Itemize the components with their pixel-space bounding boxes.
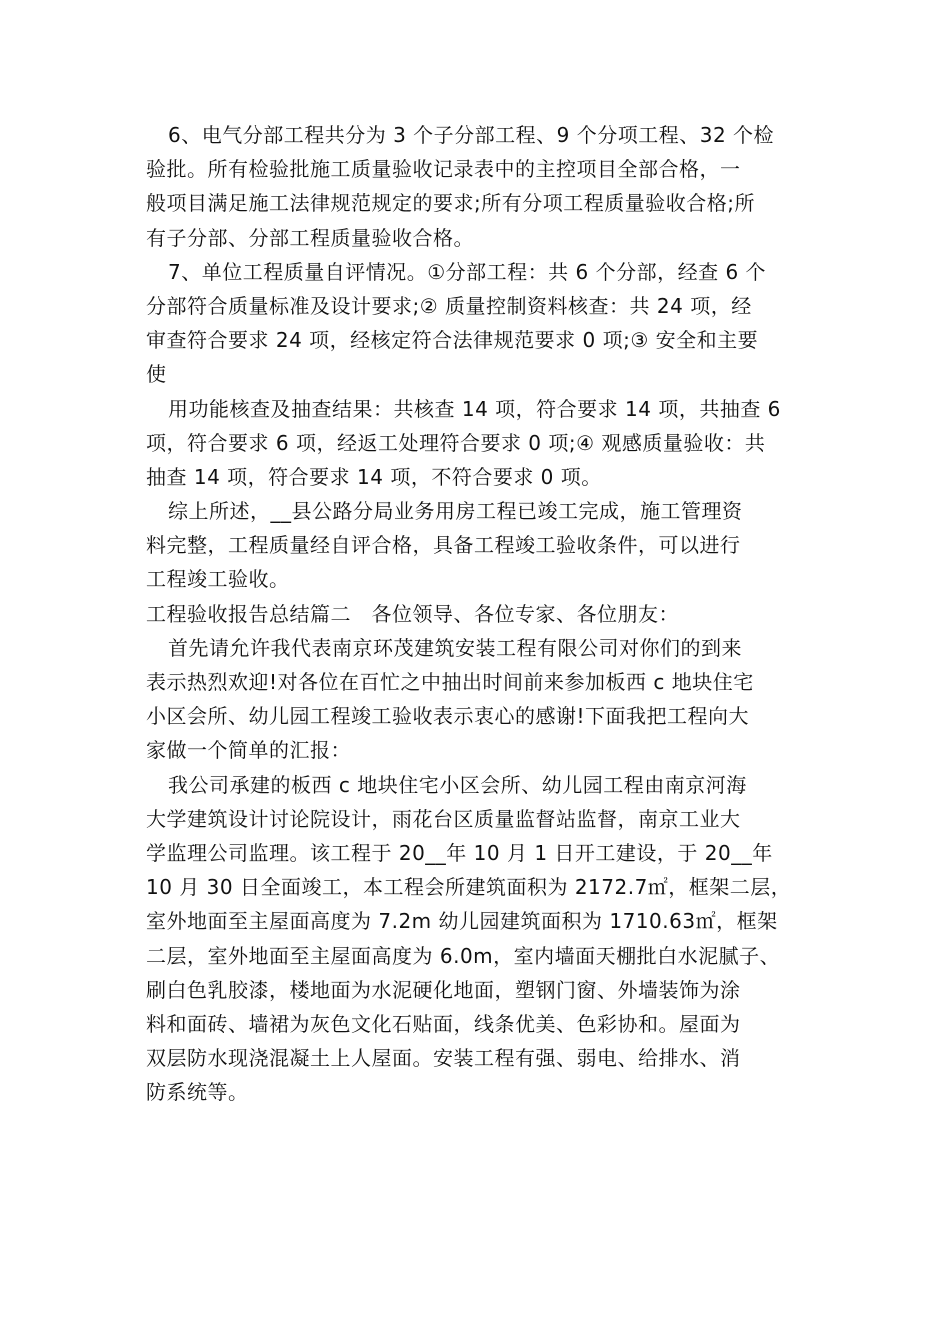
text-line: 用功能核查及抽查结果：共核查 14 项，符合要求 14 项，共抽查 6 [168, 396, 781, 421]
text-line: 学监理公司监理。该工程于 20__年 10 月 1 日开工建设，于 20__年 [146, 840, 773, 865]
text-line: 料和面砖、墙裙为灰色文化石贴面，线条优美、色彩协和。屋面为 [146, 1011, 741, 1036]
text-line: 小区会所、幼儿园工程竣工验收表示衷心的感谢!下面我把工程向大 [146, 704, 750, 729]
text-line: 工程竣工验收。 [146, 567, 290, 592]
text-line: 6、电气分部工程共分为 3 个子分部工程、9 个分项工程、32 个检 [168, 123, 775, 147]
text-line: 10 月 30 日全面竣工，本工程会所建筑面积为 2172.7㎡，框架二层， [146, 875, 792, 900]
text-line: 验批。所有检验批施工质量验收记录表中的主控项目全部合格，一 [146, 157, 741, 182]
text-line: 综上所述，__县公路分局业务用房工程已竣工完成，施工管理资 [168, 499, 743, 524]
section-heading: 工程验收报告总结篇二 各位领导、各位专家、各位朋友： [146, 601, 679, 626]
text-line: 防系统等。 [146, 1080, 249, 1105]
text-line: 使 [146, 362, 167, 387]
text-line: 家做一个简单的汇报： [146, 738, 351, 763]
text-line: 审查符合要求 24 项，经核定符合法律规范要求 0 项;③ 安全和主要 [146, 328, 759, 353]
text-line: 分部符合质量标准及设计要求;② 质量控制资料核查：共 24 项，经 [146, 293, 752, 318]
text-line: 7、单位工程质量自评情况。①分部工程：共 6 个分部，经查 6 个 [168, 259, 767, 284]
text-line: 室外地面至主屋面高度为 7.2m 幼儿园建筑面积为 1710.63㎡，框架 [146, 909, 778, 934]
text-line: 大学建筑设计讨论院设计，雨花台区质量监督站监督，南京工业大 [146, 806, 741, 831]
text-line: 般项目满足施工法律规范规定的要求;所有分项工程质量验收合格;所 [146, 191, 755, 216]
text-line: 双层防水现浇混凝土上人屋面。安装工程有强、弱电、给排水、消 [146, 1046, 741, 1071]
text-line: 抽查 14 项，符合要求 14 项，不符合要求 0 项。 [146, 464, 602, 489]
text-line: 刷白色乳胶漆，楼地面为水泥硬化地面，塑钢门窗、外墙装饰为涂 [146, 977, 741, 1002]
text-line: 有子分部、分部工程质量验收合格。 [146, 225, 474, 250]
text-line: 我公司承建的板西 c 地块住宅小区会所、幼儿园工程由南京河海 [168, 772, 747, 797]
text-line: 项，符合要求 6 项，经返工处理符合要求 0 项;④ 观感质量验收：共 [146, 430, 766, 455]
text-line: 表示热烈欢迎!对各位在百忙之中抽出时间前来参加板西 c 地块住宅 [146, 670, 754, 694]
text-line: 料完整，工程质量经自评合格，具备工程竣工验收条件，可以进行 [146, 533, 741, 558]
text-line: 二层，室外地面至主屋面高度为 6.0m，室内墙面天棚批白水泥腻子、 [146, 943, 781, 968]
document-body [146, 118, 810, 1109]
text-line: 首先请允许我代表南京环茂建筑安装工程有限公司对你们的到来 [168, 635, 742, 660]
